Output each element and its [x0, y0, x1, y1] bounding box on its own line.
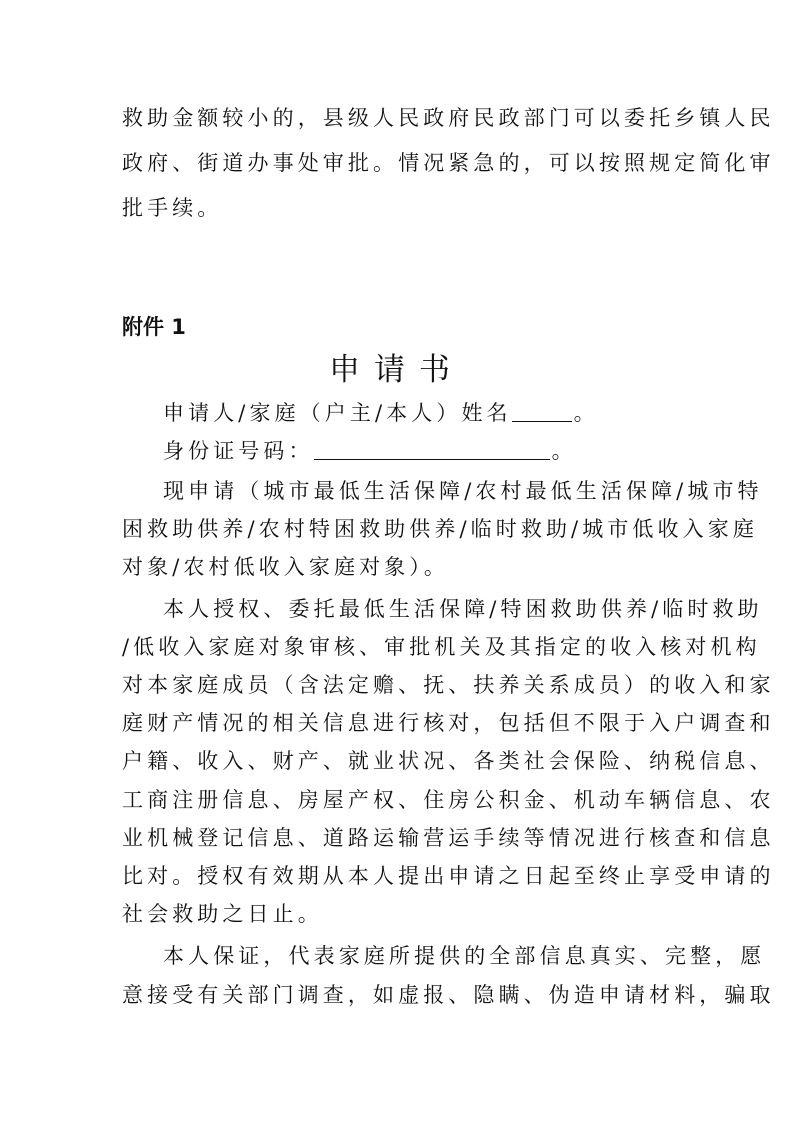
authorize-paragraph-line-6: 工商注册信息、房屋产权、住房公积金、机动车辆信息、农	[122, 788, 775, 812]
applicant-name-row	[163, 399, 599, 427]
guarantee-paragraph-line-2: 意接受有关部门调查，如虚报、隐瞒、伪造申请材料，骗取	[122, 983, 775, 1007]
authorize-paragraph-line-7: 业机械登记信息、道路运输营运手续等情况进行核查和信息	[122, 826, 775, 850]
top-paragraph-line-1: 救助金额较小的，县级人民政府民政部门可以委托乡镇人民	[122, 106, 775, 130]
guarantee-paragraph-line-1: 本人保证，代表家庭所提供的全部信息真实、完整，愿	[163, 944, 766, 968]
id-number-end: 。	[551, 439, 577, 463]
apply-paragraph-line-2: 困救助供养/农村特困救助供养/临时救助/城市低收入家庭	[122, 517, 758, 541]
applicant-name-blank[interactable]	[512, 401, 572, 422]
authorize-paragraph-line-5: 户籍、收入、财产、就业状况、各类社会保险、纳税信息、	[122, 749, 775, 773]
attachment-label: 附件 1	[122, 315, 186, 339]
apply-paragraph-line-3: 对象/农村低收入家庭对象）。	[122, 555, 449, 579]
id-number-row	[163, 437, 577, 465]
top-paragraph-line-2: 政府、街道办事处审批。情况紧急的，可以按照规定简化审	[122, 151, 775, 175]
form-title: 申请书	[329, 352, 464, 388]
authorize-paragraph-line-1: 本人授权、委托最低生活保障/特困救助供养/临时救助	[163, 597, 763, 621]
top-paragraph-line-3: 批手续。	[122, 196, 223, 220]
authorize-paragraph-line-8: 比对。授权有效期从本人提出申请之日起至终止享受申请的	[122, 864, 775, 888]
applicant-name-end: 。	[573, 401, 599, 425]
authorize-paragraph-line-4: 庭财产情况的相关信息进行核对，包括但不限于入户调查和	[122, 711, 775, 735]
authorize-paragraph-line-2: /低收入家庭对象审核、审批机关及其指定的收入核对机构	[122, 635, 761, 659]
authorize-paragraph-line-3: 对本家庭成员（含法定赡、抚、扶养关系成员）的收入和家	[122, 673, 775, 697]
apply-paragraph-line-1: 现申请（城市最低生活保障/农村最低生活保障/城市特	[163, 479, 763, 503]
applicant-name-label: 申请人/家庭（户主/本人）姓名	[163, 401, 512, 425]
authorize-paragraph-line-9: 社会救助之日止。	[122, 902, 323, 926]
id-number-label: 身份证号码：	[163, 439, 314, 463]
id-number-blank[interactable]	[314, 439, 550, 460]
